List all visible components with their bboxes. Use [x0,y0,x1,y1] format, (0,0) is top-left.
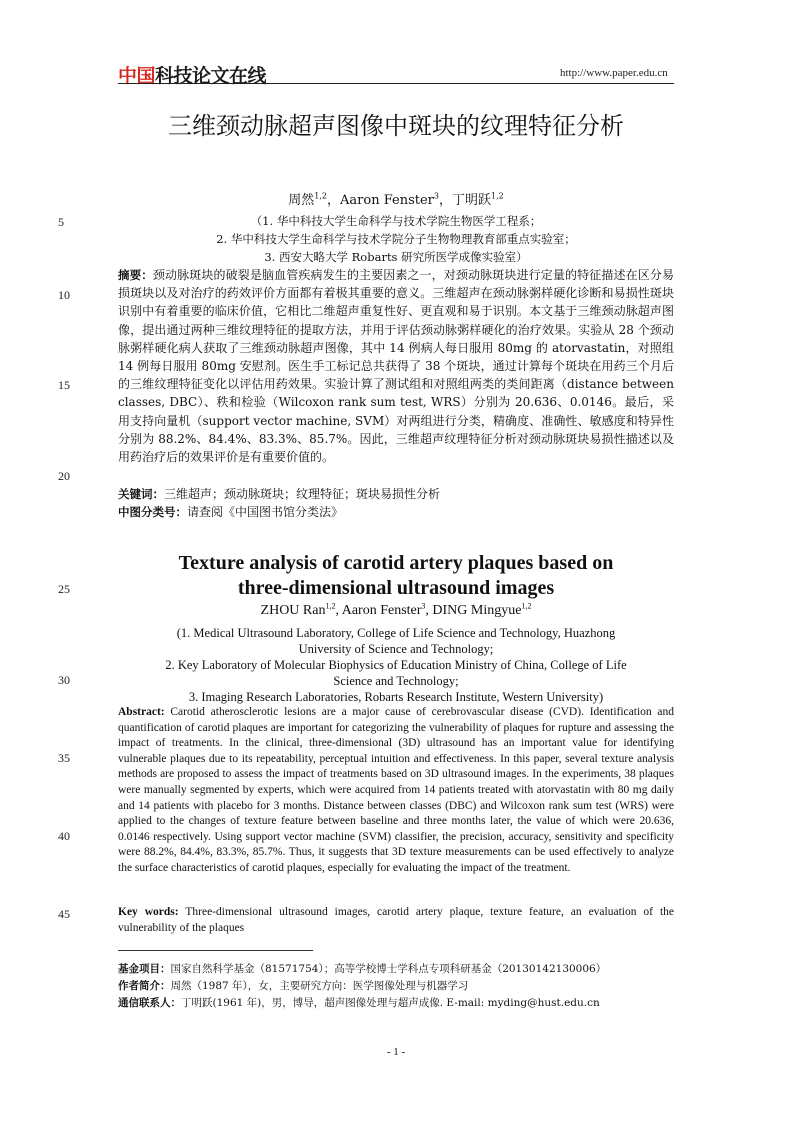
author-name: 周然 [288,193,315,208]
english-authors [118,603,674,619]
footnote-label: 作者简介： [118,980,171,992]
author-separator: , [335,603,342,618]
author-affiliation-mark: 3 [433,191,439,201]
footnote-fund [118,961,718,978]
keywords-label: 关键词： [118,487,164,501]
chinese-classification [118,503,674,521]
chinese-affiliation: （1. 华中科技大学生命科学与技术学院生物医学工程系； [250,214,542,228]
page-number: - 1 - [386,1046,406,1058]
footnote-text: 国家自然科学基金（81571754）；高等学校博士学科点专项科研基金（20130142130006） [170,963,607,975]
chinese-affiliation: 2. 华中科技大学生命科学与技术学院分子生物物理教育部重点实验室； [216,232,576,246]
keywords-text: 三维超声；颈动脉斑块；纹理特征；斑块易损性分析 [164,487,441,501]
author-separator: , [425,603,433,618]
english-affiliation: (1. Medical Ultrasound Laboratory, College of Life Science and Technology, Huazhong [176,626,616,640]
footnote-label: 通信联系人： [118,997,181,1009]
abstract-text: Carotid atherosclerotic lesions are a major cause of cerebrovascular disease (CVD). Identification and quantification of carotid plaques are important for categorizing the vulnerability of plaques for rupture and assessing the impact of treatments. In the clinical, three-dimensional (3D) ultrasound has an important value for identifying vulnerable plaques due to its repeatability, perceptual intuition and effectiveness. In this paper, several texture analysis methods are proposed to assess the impact of treatments based on 3D ultrasound images. In the experiments, 38 plaques were manually segmented by experts, which were acquired from 14 patients treated with atorvastatin with 80 mg daily and 14 patients with placebo for 3 months. Distance between classes (DBC) and Wilcoxon rank sum test (WRS) were applied to the changes of texture feature between baseline and three months later, the value of which were 20.636, 0.0146 respectively. Using support vector machine (SVM) classifier, the precision, accuracy, sensitivity and specificity were 88.2%, 84.4%, 83.3%, 85.7%. Thus, it suggests that 3D texture measurements can be used effectively to analyze the surface characteristics of carotid plaques, especially for evaluating the impact of the treatment. [118,706,675,874]
keywords-text: Three-dimensional ultrasound images, carotid artery plaque, texture feature, an evaluation of the vulnerability of the plaques [118,906,674,934]
abstract-label: Abstract: [118,706,165,718]
author-name: DING Mingyue [432,603,522,618]
author-affiliation-mark: 1,2 [521,601,532,611]
abstract-text: 颈动脉斑块的破裂是脑血管疾病发生的主要因素之一，对颈动脉斑块进行定量的特征描述在区分易损斑块以及对治疗的药效评价方面都有着极其重要的意义。三维超声在颈动脉粥样硬化诊断和易损性斑块识别中有着重要的临床价值，它相比二维超声重复性好、更直观和易于识别。本文基于三维颈动脉超声图像，提出通过两种三维纹理特征的提取方法，并用于评估颈动脉粥样硬化的治疗效果。实验从 28 个颈动脉粥样硬化病人获取了三维颈动脉超声图像，其中 14 例病人每日服用 80mg 的 atorvastatin，对照组 14 例每日服用 80mg 安慰剂。医生手工标记总共获得了 38 个斑块，通过计算每个斑块在用药三个月后的三维纹理特征变化以评估用药效果。实验计算了测试组和对照组两类的类间距离（distance between classes, DBC）、秩和检验（Wilcoxon rank sum test, WRS）分别为 20.636、0.0146。最后，采用支持向量机（support vector machine, SVM）对两组进行分类，精确度、准确性、敏感度和特异性分别为 88.2%、84.4%、83.3%、85.7%。因此，三维超声纹理特征分析对颈动脉斑块易损性描述以及用药治疗后的效果评价是有重要价值的。 [118,268,674,465]
author-affiliation-mark: 3 [421,601,426,611]
footnote-label: 基金项目： [118,963,171,975]
footnote-rule [118,950,313,951]
english-affiliation: 3. Imaging Research Laboratories, Robarts Research Institute, Western University) [188,690,604,704]
line-number: 25 [58,582,70,596]
line-number: 45 [58,907,70,921]
line-number: 15 [58,378,70,392]
line-number: 5 [58,215,64,229]
line-number: 10 [58,288,70,302]
author-affiliation-mark: 1,2 [325,601,336,611]
logo-red-text: 中国 [118,65,156,87]
footnote-text: 丁明跃(1961 年)，男，博导，超声图像处理与超声成像. E-mail: myding@hust.edu.cn [181,997,600,1009]
line-number: 30 [58,673,70,687]
classification-label: 中图分类号： [118,505,187,519]
header-rule [118,83,674,84]
header-url[interactable]: http://www.paper.edu.cn [560,67,668,79]
author-name: Aaron Fenster [340,193,434,208]
classification-text: 请查阅《中国图书馆分类法》 [187,505,344,519]
english-title-line: Texture analysis of carotid artery plaques based on [178,552,614,574]
author-name: Aaron Fenster [341,603,422,618]
line-number: 20 [58,469,70,483]
english-title-line: three-dimensional ultrasound images [237,577,555,599]
author-affiliation-mark: 1,2 [314,191,327,201]
line-number: 35 [58,751,70,765]
chinese-affiliation: 3. 西安大略大学 Robarts 研究所医学成像实验室） [264,250,528,264]
chinese-abstract [118,266,674,466]
footnote-contact [118,995,718,1012]
author-name: 丁明跃 [452,193,492,208]
english-affiliation: Science and Technology; [333,674,459,688]
chinese-authors [118,189,674,208]
english-keywords [118,905,674,936]
chinese-title: 三维颈动脉超声图像中斑块的纹理特征分析 [168,112,624,140]
english-affiliation: 2. Key Laboratory of Molecular Biophysics of Education Ministry of China, College of Life [165,658,627,672]
author-name: ZHOU Ran [260,603,326,618]
author-separator: ， [438,193,452,208]
keywords-label: Key words: [118,906,179,918]
footnote-author [118,978,718,995]
logo-black-text: 科技论文在线 [155,65,267,87]
author-separator: ， [327,193,341,208]
english-affiliation: University of Science and Technology; [298,642,494,656]
footnote-text: 周然（1987 年），女，主要研究方向：医学图像处理与机器学习 [170,980,469,992]
abstract-label: 摘要： [118,268,153,282]
line-number: 40 [58,829,70,843]
chinese-keywords [118,485,674,503]
author-affiliation-mark: 1,2 [491,191,504,201]
english-abstract [118,705,674,877]
english-title [118,551,674,601]
